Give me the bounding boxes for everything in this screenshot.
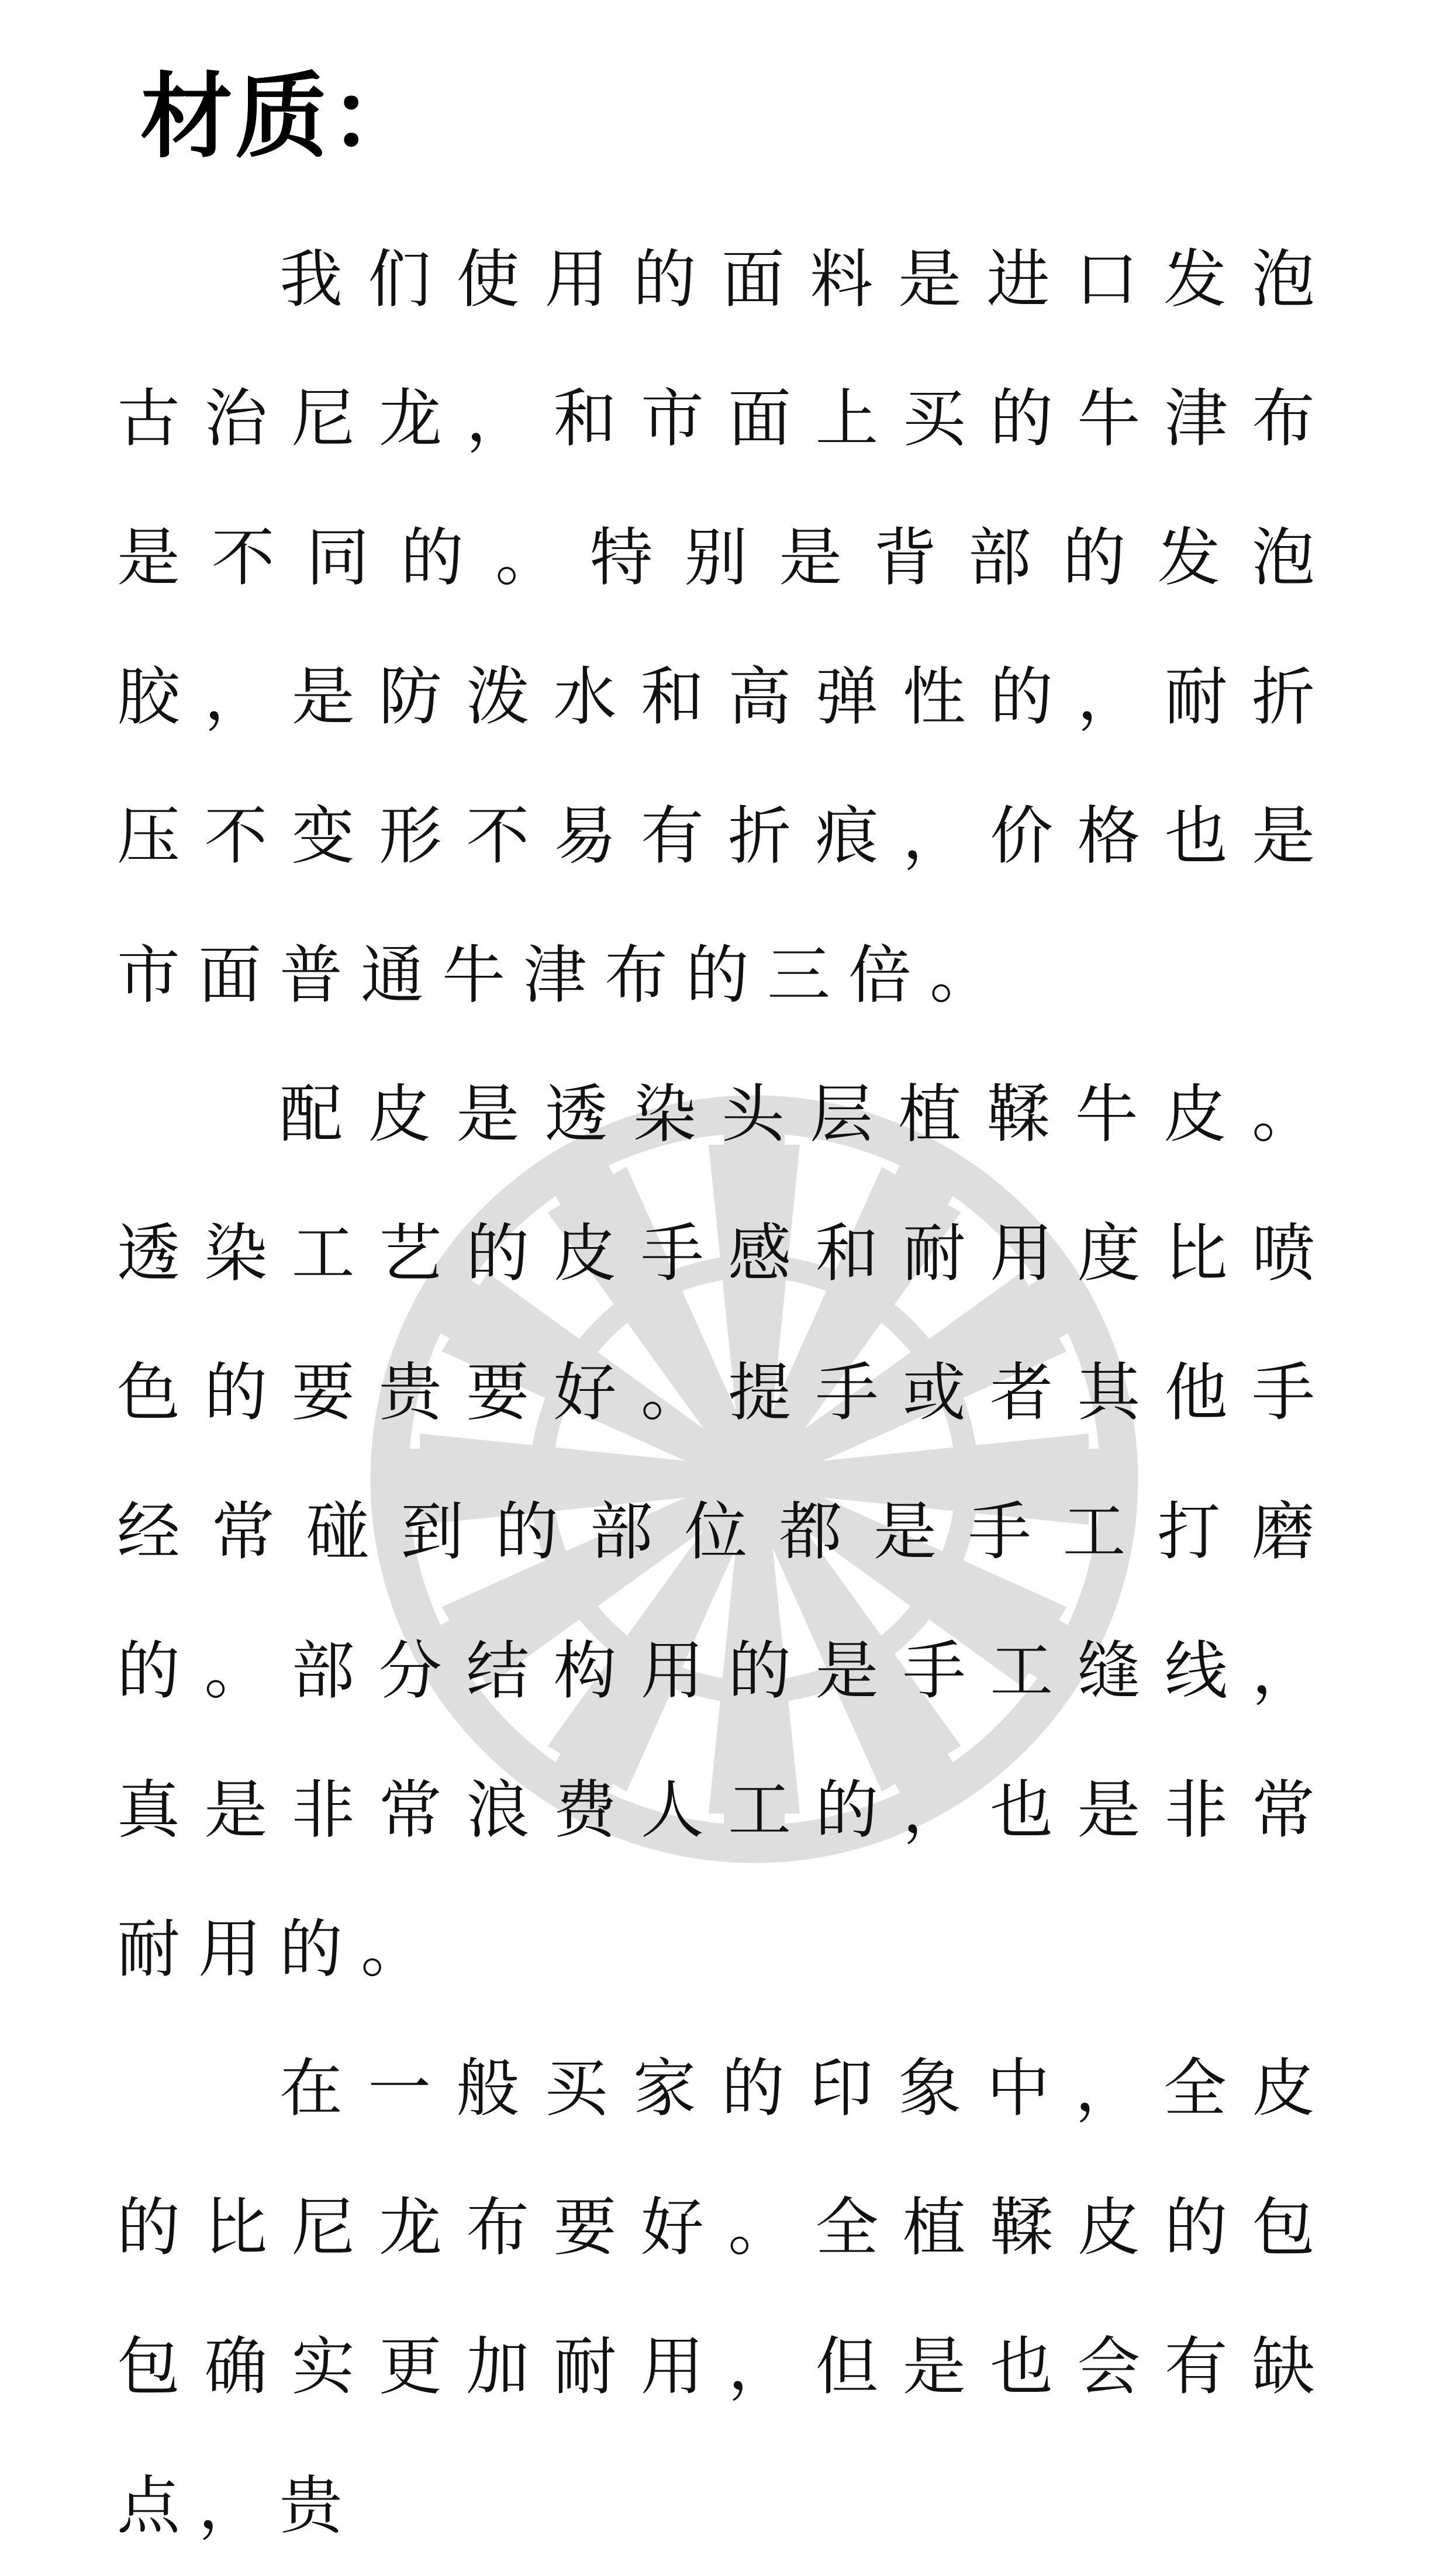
paragraph-leather: 配皮是透染头层植鞣牛皮。透染工艺的皮手感和耐用度比喷色的要贵要好。提手或者其他手经常碰到的部位都是手工打磨的。部分结构用的是手工缝线，真是非常浪费人工的，也是非常耐用的。: [117, 1078, 1333, 1986]
body-text: [117, 210, 1333, 2576]
paragraph-fabric: 我们使用的面料是进口发泡古治尼龙，和市面上买的牛津布是不同的。特别是背部的发泡胶，是防泼水和高弹性的，耐折压不变形不易有折痕，价格也是市面普通牛津布的三倍。: [117, 243, 1333, 1012]
section-heading: 材质：: [140, 63, 424, 171]
paragraph-buyer-impression: 在一般买家的印象中，全皮的比尼龙布要好。全植鞣皮的包包确实更加耐用，但是也会有缺点，贵: [117, 2052, 1333, 2543]
